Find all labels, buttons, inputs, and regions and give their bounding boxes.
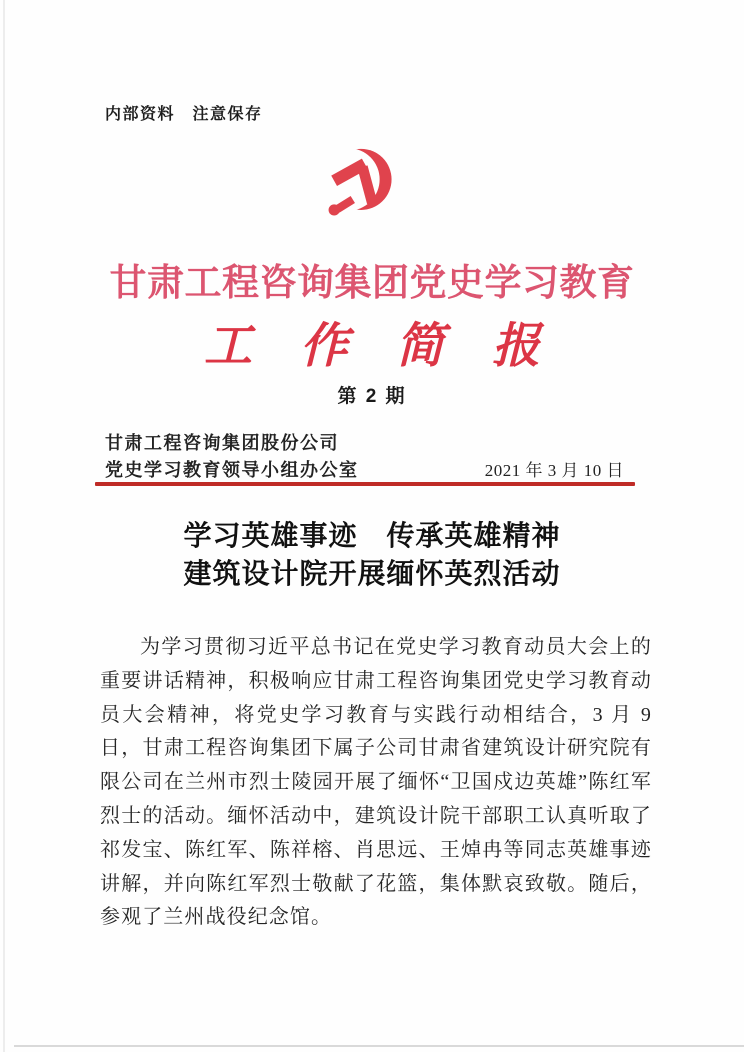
scan-edge-bottom [14,1045,744,1047]
publisher-block [105,430,359,484]
confidential-notice: 内部资料 注意保存 [105,106,263,123]
publisher-line1: 甘肃工程咨询集团股份公司 [105,433,339,453]
masthead-org-title: 甘肃工程咨询集团党史学习教育 [109,263,635,304]
publisher-line2: 党史学习教育领导小组办公室 [105,460,359,480]
party-emblem-icon [320,136,402,231]
publish-date: 2021 年 3 月 10 日 [484,461,624,480]
bulletin-title: 工 作 简 报 [203,320,540,373]
article-title-line2: 建筑设计院开展缅怀英烈活动 [183,558,561,589]
issue-number: 第 2 期 [337,386,407,407]
red-divider-rule [95,482,635,486]
article-title-line1: 学习英雄事迹 传承英雄精神 [183,520,561,551]
article-title [0,517,744,593]
article-body-paragraph: 为学习贯彻习近平总书记在党史学习教育动员大会上的重要讲话精神，积极响应甘肃工程咨询集团党史学习教育动员大会精神，将党史学习教育与实践行动相结合，3 月 9 日，甘肃工程咨询集团下属子公司甘肃省建筑设计研究院有限公司在兰州市烈士陵园开展了缅怀“卫国戍边英雄”陈红军烈士的活动。缅怀活动中，建筑设计院干部职工认真听取了祁发宝、陈红军、陈祥榕、肖思远、王焯冉等同志英雄事迹讲解，并向陈红军烈士敬献了花篮，集体默哀致敬。随后，参观了兰州战役纪念馆。 [100,636,652,929]
